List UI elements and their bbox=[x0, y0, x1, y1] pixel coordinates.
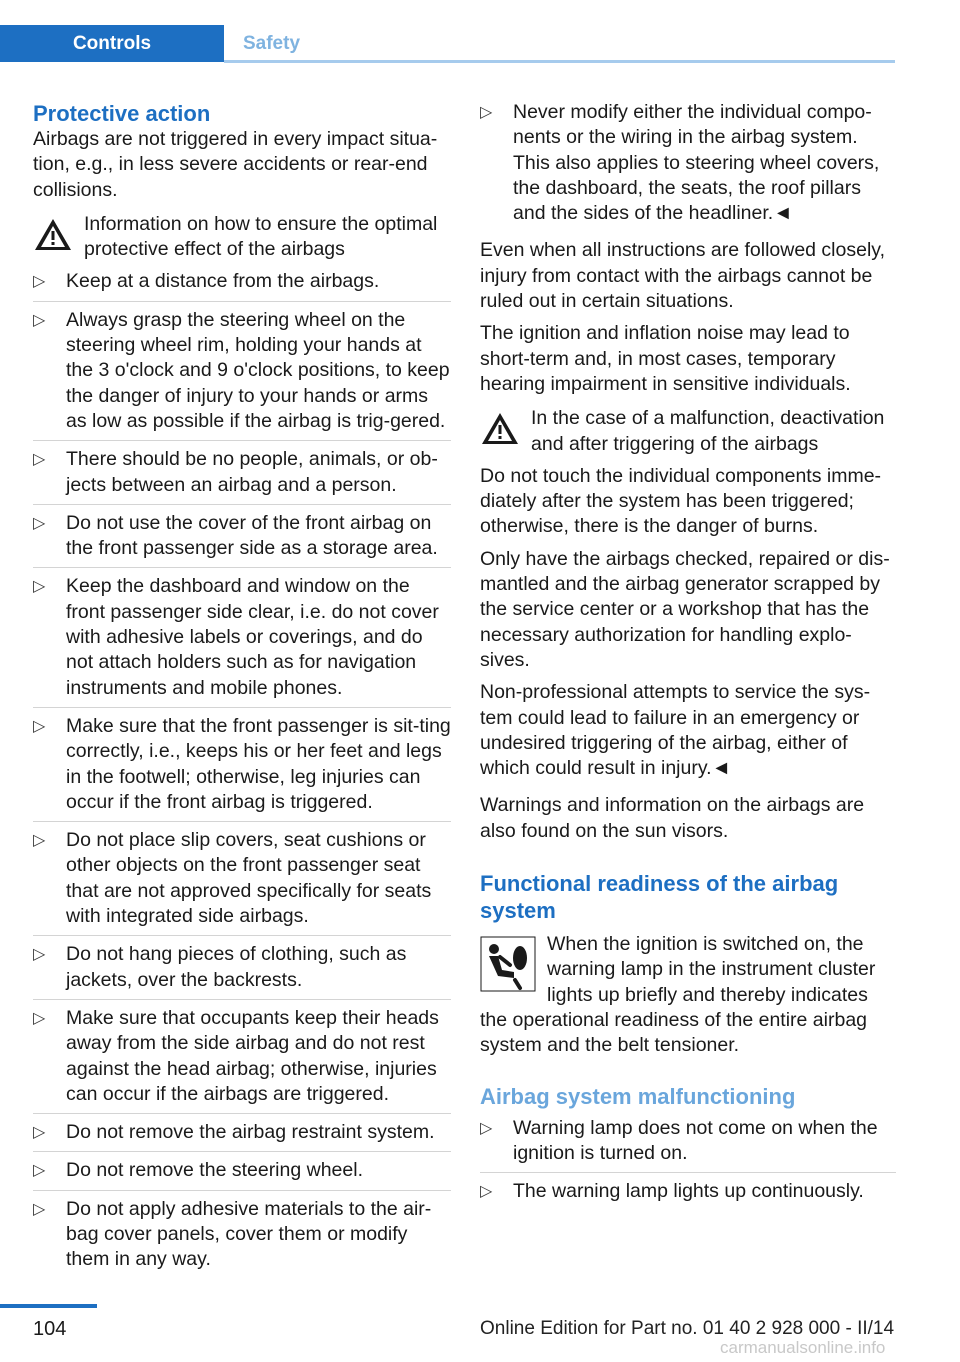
triangle-bullet-icon: ▷ bbox=[33, 717, 46, 735]
paragraph: Do not touch the individual components imme-diately after the system has been triggered; otherwise, there is the danger of burns. bbox=[480, 464, 882, 538]
airbag-warning-lamp-icon bbox=[480, 936, 536, 992]
warning-note bbox=[33, 212, 451, 263]
paragraph: Even when all instructions are followed closely, injury from contact with the airbags cannot be ruled out in certain situations. bbox=[480, 239, 886, 313]
malfunction-list bbox=[480, 1116, 896, 1211]
warning-text: Information on how to ensure the optimal protective effect of the airbags bbox=[84, 212, 438, 261]
list-item: ▷ Always grasp the steering wheel on the steering wheel rim, holding your hands at the 3 o'clock and 9 o'clock positions, to keep the danger of injury to your hands or arms as low as possible if the airbag is trig-gered. bbox=[33, 308, 451, 441]
list-item: ▷ Make sure that the front passenger is sit-ting correctly, i.e., keeps his or her feet and legs in the footwell; otherwise, leg injuries can occur if the front airbag is triggered. bbox=[33, 714, 451, 822]
triangle-bullet-icon: ▷ bbox=[33, 1124, 46, 1142]
list-item: ▷ Do not place slip covers, seat cushions or other objects on the front passenger seat that are not approved specifically for seats with integrated side airbags. bbox=[33, 828, 451, 936]
tab-controls[interactable]: Controls bbox=[0, 25, 224, 62]
malfunction-subheading: Airbag system malfunctioning bbox=[480, 1083, 796, 1109]
right-column bbox=[480, 100, 896, 1216]
triangle-bullet-icon: ▷ bbox=[480, 1119, 493, 1137]
triangle-bullet-icon: ▷ bbox=[33, 1200, 46, 1218]
watermark: carmanualsonline.info bbox=[720, 1338, 886, 1357]
triangle-bullet-icon: ▷ bbox=[33, 946, 46, 964]
paragraph: Non-professional attempts to service the sys-tem could lead to failure in an emergency or undesired triggering of the airbag, either of which could result in injury.◄ bbox=[480, 681, 871, 780]
triangle-bullet-icon: ▷ bbox=[33, 273, 46, 291]
list-item: ▷ Make sure that occupants keep their heads away from the side airbag and do not rest against the head airbag; otherwise, injuries can occur if the airbags are triggered. bbox=[33, 1006, 451, 1114]
page-number: 104 bbox=[33, 1318, 67, 1340]
triangle-bullet-icon: ▷ bbox=[33, 832, 46, 850]
list-item: ▷ Warning lamp does not come on when the ignition is turned on. bbox=[480, 1116, 896, 1174]
warning-text: In the case of a malfunction, deactivation and after triggering of the airbags bbox=[531, 407, 885, 455]
functional-readiness-heading: Functional readiness of the airbag system bbox=[480, 871, 839, 924]
warning-note bbox=[480, 406, 896, 457]
indicator-text: When the ignition is switched on, the warning lamp in the instrument cluster lights up briefly and thereby indicates bbox=[547, 933, 876, 1006]
list-item: ▷ Do not apply adhesive materials to the air-bag cover panels, cover them or modify them in any way. bbox=[33, 1197, 432, 1271]
tab-safety[interactable]: Safety bbox=[242, 33, 301, 54]
list-item: ▷ Do not remove the airbag restraint system. bbox=[33, 1120, 451, 1152]
warning-triangle-icon bbox=[480, 410, 520, 446]
warning-triangle-icon bbox=[33, 216, 73, 252]
protective-action-heading: Protective action bbox=[33, 101, 211, 126]
section-tabs bbox=[0, 22, 895, 63]
list-item: ▷ Do not hang pieces of clothing, such as jackets, over the backrests. bbox=[33, 942, 451, 1000]
tab-underline bbox=[224, 60, 895, 63]
triangle-bullet-icon: ▷ bbox=[33, 451, 46, 469]
triangle-bullet-icon: ▷ bbox=[33, 578, 46, 596]
list-item: ▷ Do not use the cover of the front airbag on the front passenger side as a storage area. bbox=[33, 511, 451, 569]
indicator-note bbox=[480, 932, 896, 1058]
list-item: ▷ Keep the dashboard and window on the front passenger side clear, i.e. do not cover with adhesive labels or coverings, and do not attach holders such as for navigation instruments and mobile phones. bbox=[33, 574, 451, 707]
triangle-bullet-icon: ▷ bbox=[33, 1009, 46, 1027]
paragraph: Warnings and information on the airbags are also found on the sun visors. bbox=[480, 794, 865, 842]
list-item: ▷ Do not remove the steering wheel. bbox=[33, 1158, 451, 1190]
triangle-bullet-icon: ▷ bbox=[480, 104, 493, 121]
triangle-bullet-icon: ▷ bbox=[33, 1162, 46, 1180]
list-item: ▷ Keep at a distance from the airbags. bbox=[33, 269, 451, 301]
paragraph: The ignition and inflation noise may lead to short-term and, in most cases, temporary hearing impairment in sensitive individuals. bbox=[480, 322, 851, 395]
indicator-text-continued: the operational readiness of the entire airbag system and the belt tensioner. bbox=[480, 1008, 868, 1057]
precautions-list-continued bbox=[480, 100, 896, 232]
intro-paragraph: Airbags are not triggered in every impact situa-tion, e.g., in less severe accidents or rear-end collisions. bbox=[33, 128, 438, 201]
list-item: ▷ There should be no people, animals, or ob-jects between an airbag and a person. bbox=[33, 447, 451, 505]
paragraph: Only have the airbags checked, repaired or dis-mantled and the airbag generator scrapped by the service center or a workshop that has the necessary authorization for handling explo-sives. bbox=[480, 547, 890, 671]
triangle-bullet-icon: ▷ bbox=[480, 1183, 493, 1201]
page-number-bar bbox=[0, 1304, 97, 1308]
edition-footer: Online Edition for Part no. 01 40 2 928 000 - II/14 bbox=[480, 1318, 895, 1339]
list-item: ▷ Never modify either the individual compo-nents or the wiring in the airbag system. This also applies to steering wheel covers, the dashboard, the seats, the roof pillars and the sides of the headliner.◄ bbox=[480, 101, 880, 225]
precautions-list bbox=[33, 269, 451, 1278]
left-column bbox=[33, 100, 451, 1285]
triangle-bullet-icon: ▷ bbox=[33, 514, 46, 532]
list-item: ▷ The warning lamp lights up continuously. bbox=[480, 1179, 896, 1210]
triangle-bullet-icon: ▷ bbox=[33, 311, 46, 329]
